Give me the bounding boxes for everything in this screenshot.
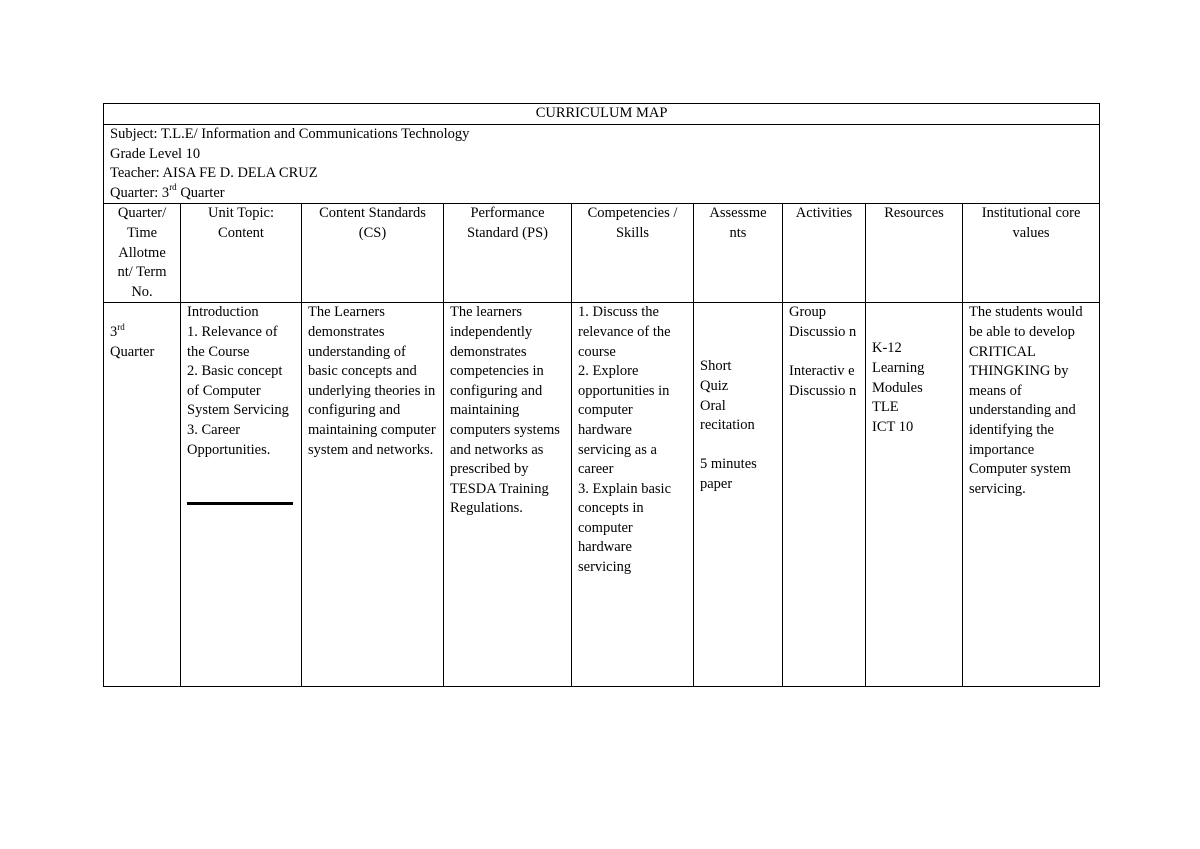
cell-performance-standard: The learners independently demonstrates competencies in configuring and maintaining computers systems and networks as prescribed by TESDA Training Regulations. [444, 303, 572, 687]
underline-bar [187, 502, 293, 505]
quarter-prefix: Quarter: 3 [110, 184, 170, 201]
teacher-line: Teacher: AISA FE D. DELA CRUZ [110, 165, 318, 182]
table-title: CURRICULUM MAP [104, 104, 1100, 125]
info-block [104, 125, 1100, 204]
quarter-sup: rd [169, 181, 177, 192]
quarter-num-sup: rd [117, 321, 125, 332]
header-assessments: Assessme nts [694, 204, 783, 303]
quarter-label [110, 303, 174, 362]
resources-text: K-12 Learning Modules TLE ICT 10 [872, 340, 925, 435]
header-row [104, 204, 1100, 303]
unit-topic-text: Introduction 1. Relevance of the Course 2. Basic concept of Computer System Servicing 3. Career Opportunities. [187, 304, 289, 458]
header-resources: Resources [866, 204, 963, 303]
cell-core-values: The students would be able to develop CRITICAL THINGKING by means of understanding and identifying the importance Computer system servicing. [963, 303, 1100, 687]
curriculum-map-table [103, 103, 1100, 687]
header-core-values: Institutional core values [963, 204, 1100, 303]
grade-level-line: Grade Level 10 [110, 145, 201, 162]
header-competencies: Competencies / Skills [572, 204, 694, 303]
cell-resources [866, 303, 963, 687]
header-performance-standard: Performance Standard (PS) [444, 204, 572, 303]
assessments-text: Short Quiz Oral recitation 5 minutes paper [700, 358, 757, 492]
subject-line: Subject: T.L.E/ Information and Communications Technology [110, 126, 470, 142]
quarter-word: Quarter [110, 343, 155, 360]
quarter-line [110, 181, 1093, 204]
cell-quarter [104, 303, 181, 687]
quarter-suffix: Quarter [176, 184, 225, 201]
header-content-standards: Content Standards (CS) [302, 204, 444, 303]
quarter-num: 3 [110, 324, 118, 341]
cell-assessments [694, 303, 783, 687]
header-unit-topic: Unit Topic: Content [181, 204, 302, 303]
cell-activities: Group Discussio n Interactiv e Discussio n [783, 303, 866, 687]
cell-content-standards: The Learners demonstrates understanding of basic concepts and underlying theories in configuring and maintaining computer system and networks. [302, 303, 444, 687]
header-activities: Activities [783, 204, 866, 303]
cell-unit-topic [181, 303, 302, 687]
header-quarter: Quarter/ Time Allotme nt/ Term No. [104, 204, 181, 303]
table-row [104, 303, 1100, 687]
cell-competencies: 1. Discuss the relevance of the course 2. Explore opportunities in computer hardware servicing as a career 3. Explain basic concepts in computer hardware servicing [572, 303, 694, 687]
